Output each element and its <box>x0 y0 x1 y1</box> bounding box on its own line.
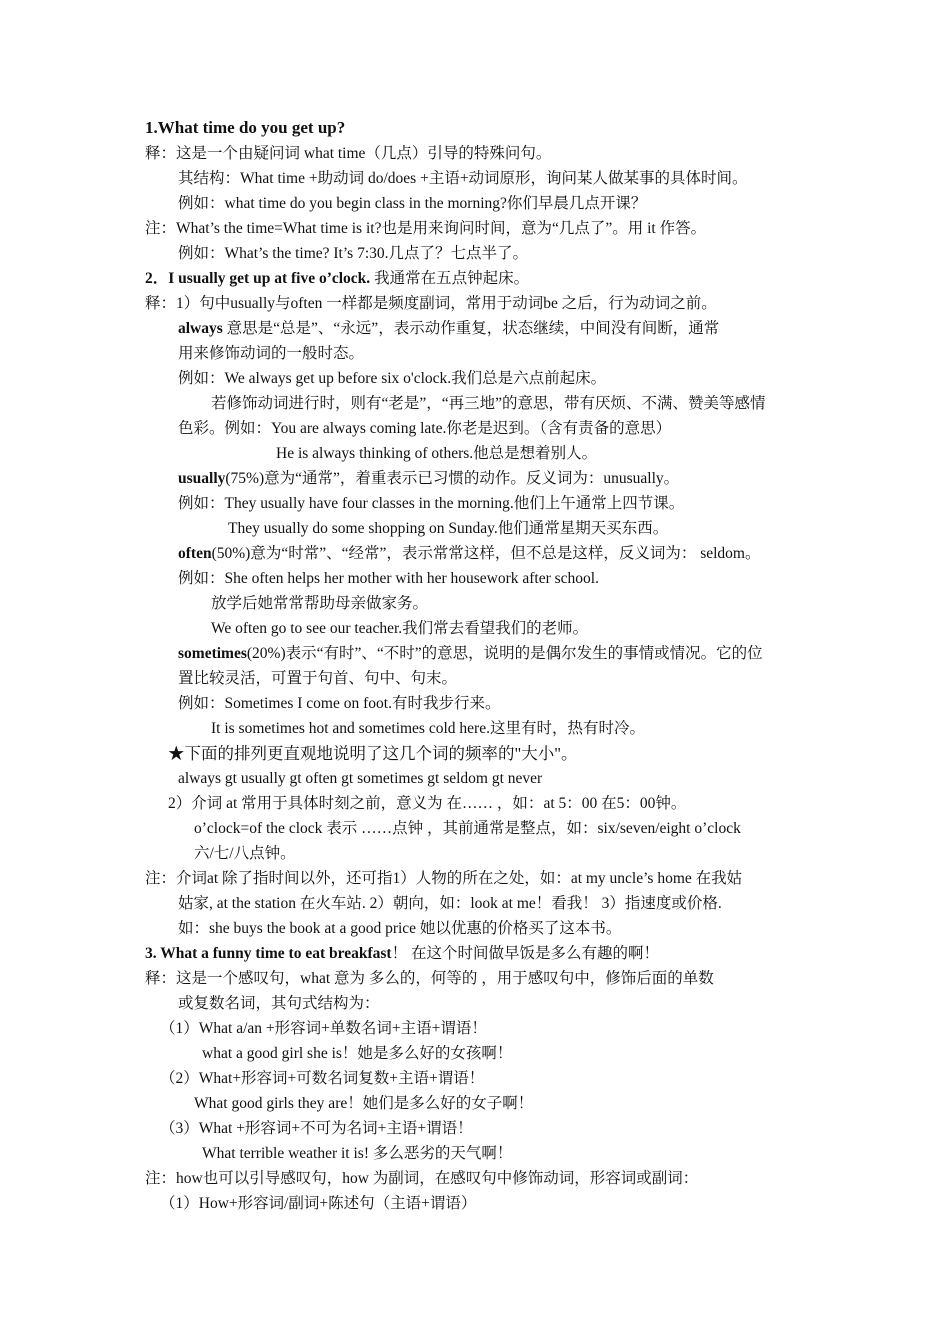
text-line: It is sometimes hot and sometimes cold here.这里有时，热有时冷。 <box>211 720 645 737</box>
text-line: He is always thinking of others.他总是想着别人。 <box>276 445 598 462</box>
text-line: 例如：They usually have four classes in the morning.他们上午通常上四节课。 <box>178 495 685 512</box>
text-line: always 意思是“总是”、“永远”，表示动作重复，状态继续，中间没有间断，通常 <box>178 320 720 337</box>
text-line: 或复数名词，其句式结构为： <box>178 995 380 1012</box>
text-line: always gt usually gt often gt sometimes gt seldom gt never <box>178 770 543 787</box>
text-line: 六/七/八点钟。 <box>194 845 296 862</box>
text-line: 如：she buys the book at a good price 她以优惠的价格买了这本书。 <box>178 920 622 937</box>
text-line: 用来修饰动词的一般时态。 <box>178 345 365 362</box>
heading-3: 3. What a funny time to eat breakfast！ 在这个时间做早饭是多么有趣的啊！ <box>145 945 659 962</box>
text-line: 2）介词 at 常用于具体时刻之前，意义为 在…… ，如：at 5：00 在5：00钟。 <box>168 795 687 812</box>
text-line: usually(75%)意为“通常”，着重表示已习惯的动作。反义词为：unusually。 <box>178 470 680 487</box>
text-line: 例如：Sometimes I come on foot.有时我步行来。 <box>178 695 501 712</box>
text-line: 注：how也可以引导感叹句，how 为副词，在感叹句中修饰动词，形容词或副词： <box>145 1170 699 1187</box>
heading-2: 2．I usually get up at five o’clock. 我通常在五点钟起床。 <box>145 270 530 287</box>
text-line: 其结构：What time +助动词 do/does +主语+动词原形，询问某人做某事的具体时间。 <box>178 170 748 187</box>
text-line: 注：介词at 除了指时间以外，还可指1）人物的所在之处，如：at my uncle’s home 在我姑 <box>145 870 743 887</box>
text-line: 若修饰动词进行时，则有“老是”，“再三地”的意思，带有厌烦、不满、赞美等感情 <box>211 395 766 412</box>
text-line: 例如：What’s the time? It’s 7:30.几点了？七点半了。 <box>178 245 529 262</box>
text-line: ★下面的排列更直观地说明了这几个词的频率的"大小"。 <box>168 744 578 763</box>
text-line: What terrible weather it is! 多么恶劣的天气啊！ <box>202 1145 513 1162</box>
text-line: 例如：She often helps her mother with her housework after school. <box>178 570 599 587</box>
text-line: （1）How+形容词/副词+陈述句（主语+谓语） <box>160 1195 477 1212</box>
text-line: （1）What a/an +形容词+单数名词+主语+谓语！ <box>160 1020 487 1037</box>
text-line: They usually do some shopping on Sunday.他们通常星期天买东西。 <box>228 520 669 537</box>
text-line: 姑家, at the station 在火车站. 2）朝向，如：look at me！看我！ 3）指速度或价格. <box>178 895 722 912</box>
text-line: 释：这是一个由疑问词 what time（几点）引导的特殊问句。 <box>145 145 552 162</box>
text-line: We often go to see our teacher.我们常去看望我们的老师。 <box>211 620 589 637</box>
text-line: 色彩。例如：You are always coming late.你老是迟到。（含有责备的意思） <box>178 420 672 437</box>
text-line: 注：What’s the time=What time is it?也是用来询问时间，意为“几点了”。用 it 作答。 <box>145 220 707 237</box>
text-line: o’clock=of the clock 表示 ……点钟 ，其前通常是整点，如：six/seven/eight o’clock <box>194 820 741 837</box>
text-line: （2）What+形容词+可数名词复数+主语+谓语！ <box>160 1070 485 1087</box>
text-line: （3）What +形容词+不可为名词+主语+谓语！ <box>160 1120 473 1137</box>
text-line: What good girls they are！她们是多么好的女子啊！ <box>194 1095 534 1112</box>
text-line: what a good girl she is！她是多么好的女孩啊！ <box>202 1045 513 1062</box>
text-line: 放学后她常常帮助母亲做家务。 <box>211 595 429 612</box>
text-line: sometimes(20%)表示“有时”、“不时”的意思，说明的是偶尔发生的事情或情况。它的位 <box>178 645 763 662</box>
text-line: 释：1）句中usually与often 一样都是频度副词，常用于动词be 之后，行为动词之前。 <box>145 295 717 312</box>
heading-1: 1.What time do you get up? <box>145 118 346 137</box>
text-line: 例如：We always get up before six o'clock.我们总是六点前起床。 <box>178 370 607 387</box>
text-line: often(50%)意为“时常”、“经常”，表示常常这样，但不总是这样，反义词为： seldom。 <box>178 545 761 562</box>
text-line: 释：这是一个感叹句，what 意为 多么的，何等的 ，用于感叹句中，修饰后面的单数 <box>145 970 714 987</box>
text-line: 例如：what time do you begin class in the morning?你们早晨几点开课？ <box>178 195 647 212</box>
text-line: 置比较灵活，可置于句首、句中、句末。 <box>178 670 458 687</box>
